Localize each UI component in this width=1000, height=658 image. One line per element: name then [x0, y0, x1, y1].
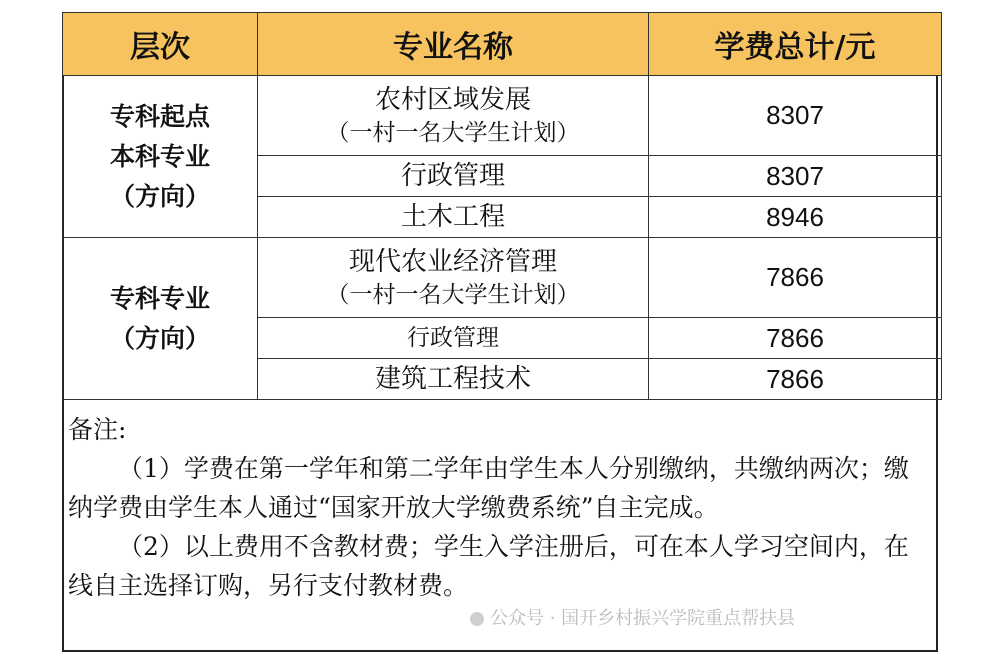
wechat-icon	[470, 612, 484, 626]
notes-paragraph-2: （2）以上费用不含教材费；学生入学注册后，可在本人学习空间内，在线自主选择订购，另行支付教材费。	[68, 532, 909, 600]
major-name: 现代农业经济管理	[348, 246, 557, 277]
header-row	[63, 13, 942, 76]
major-name: 农村区域发展	[374, 84, 531, 115]
major-name: 土木工程	[258, 197, 649, 238]
group-level-cell	[63, 76, 258, 238]
header-level: 层次	[63, 13, 258, 76]
group-level-line: 专科专业	[109, 283, 210, 313]
header-fee: 学费总计/元	[649, 13, 942, 76]
watermark-text: 公众号 · 国开乡村振兴学院重点帮扶县	[490, 608, 796, 629]
group-level-line: （方向）	[109, 323, 210, 353]
major-cell	[258, 238, 649, 318]
major-name: 建筑工程技术	[258, 359, 649, 400]
major-sub: （一村一名大学生计划）	[326, 119, 580, 146]
major-name: 行政管理	[258, 318, 649, 359]
group-level-line: 专科起点	[109, 101, 210, 131]
notes-title: 备注:	[68, 415, 127, 444]
fee-cell: 8307	[649, 156, 942, 197]
table-row	[63, 76, 942, 156]
notes-section	[68, 410, 932, 605]
major-sub: （一村一名大学生计划）	[326, 281, 580, 308]
group-level-line: 本科专业	[109, 141, 210, 171]
fee-cell: 7866	[649, 238, 942, 318]
watermark	[470, 604, 795, 630]
fee-cell: 8946	[649, 197, 942, 238]
major-cell	[258, 76, 649, 156]
header-major: 专业名称	[258, 13, 649, 76]
table-row	[63, 238, 942, 318]
fee-cell: 8307	[649, 76, 942, 156]
group-level-line: （方向）	[109, 181, 210, 211]
notes-paragraph-1: （1）学费在第一学年和第二学年由学生本人分别缴纳，共缴纳两次；缴纳学费由学生本人通过“国家开放大学缴费系统”自主完成。	[68, 454, 909, 522]
group-level-cell	[63, 238, 258, 400]
fee-table	[62, 12, 942, 400]
fee-cell: 7866	[649, 359, 942, 400]
fee-cell: 7866	[649, 318, 942, 359]
major-name: 行政管理	[258, 156, 649, 197]
